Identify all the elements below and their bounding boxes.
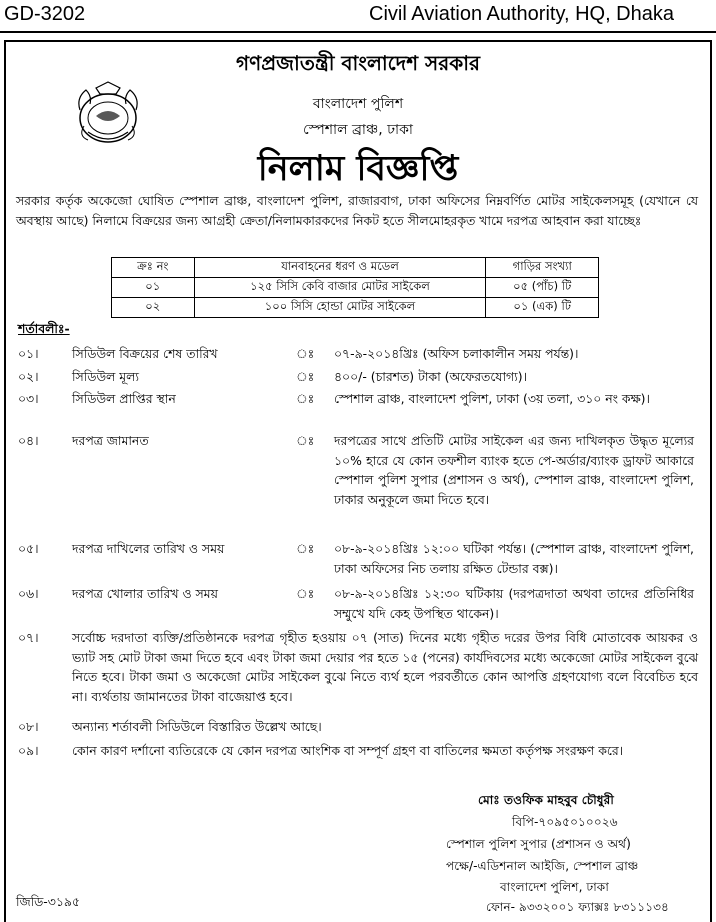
term-number: ০২। <box>18 369 39 384</box>
term-number: ০৭। <box>18 630 39 645</box>
table-header-cell: ক্রঃ নং <box>112 258 195 278</box>
term-colon: ঃ <box>296 369 315 384</box>
signatory-name: মোঃ তওফিক মাহবুব চৌধুরী <box>478 793 614 807</box>
term-label: সিডিউল বিক্রয়ের শেষ তারিখ <box>72 346 218 361</box>
table-cell: ১০০ সিসি হোন্ডা মোটর সাইকেল <box>194 298 486 318</box>
table-cell: ০২ <box>112 298 195 318</box>
term-label: দরপত্র দাখিলের তারিখ ও সময় <box>72 541 225 556</box>
branch-title: স্পেশাল ব্রাঞ্চ, ঢাকা <box>303 122 413 138</box>
signatory-phone: ফোন- ৯৩৩২০০১ ফ্যাক্সঃ ৮৩১১১৩৪ <box>486 900 669 914</box>
table-header-row <box>112 258 599 278</box>
term-value: স্পেশাল ব্রাঞ্চ, বাংলাদেশ পুলিশ, ঢাকা (৩য় তলা, ৩১০ নং কক্ষ)। <box>334 391 650 406</box>
table-cell: ১২৫ সিসি কেবি বাজার মোটর সাইকেল <box>194 278 486 298</box>
table-header-cell: যানবাহনের ধরণ ও মডেল <box>194 258 486 278</box>
table-cell: ০১ <box>112 278 195 298</box>
gd-code: GD-3202 <box>4 3 86 25</box>
signatory-on-behalf: পক্ষে/-এডিশনাল আইজি, স্পেশাল ব্রাঞ্চ <box>446 859 639 873</box>
term-number: ০১। <box>18 346 39 361</box>
signatory-id: বিপি-৭০৯৫০১০০২৬ <box>512 815 618 829</box>
government-title: গণপ্রজাতন্ত্রী বাংলাদেশ সরকার <box>236 51 480 75</box>
term-value: ৪০০/- (চারশত) টাকা (অফেরতযোগ্য)। <box>334 369 528 384</box>
term-label: দরপত্র জামানত <box>72 433 149 448</box>
intro-paragraph: সরকার কর্তৃক অকেজো ঘোষিত স্পেশাল ব্রাঞ্চ, বাংলাদেশ পুলিশ, রাজারবাগ, ঢাকা অফিসের নিম্নবর্ণিত মোটর সাইকেলসমূহ (যেখানে যে অবস্থায় আছে) নিলামে বিক্রয়ের জন্য আগ্রহী ক্রেতা/নিলামকারকদের নিকট হতে সীলমোহরকৃত খামে দরপত্র আহবান করা যাচ্ছেঃ <box>16 193 698 228</box>
term-number: ০৮। <box>18 719 39 734</box>
term-number: ০৩। <box>18 391 39 406</box>
term-text: সর্বোচ্চ দরদাতা ব্যক্তি/প্রতিষ্ঠানকে দরপত্র গৃহীত হওয়ায় ০৭ (সাত) দিনের মধ্যে গৃহীত দরের উপর বিধি মোতাবেক আয়কর ও ভ্যাট সহ মোট টাকা জমা দিতে হবে এবং টাকা জমা দেয়ার পর হতে ১৫ (পনের) কার্যদিবসের মধ্যে অকেজো মোটর সাইকেল বুঝে নিতে হবে। টাকা জমা ও অকেজো মোটর সাইকেল বুঝে নিতে ব্যর্থ হলে পরবর্তীতে কোন আপত্তি গ্রহণযোগ্য বলে বিবেচিত হবে না। ব্যর্থতায় জামানতের টাকা বাজেয়াপ্ত হবে। <box>72 630 698 704</box>
table-row <box>112 298 599 318</box>
signatory-office: বাংলাদেশ পুলিশ, ঢাকা <box>500 880 609 894</box>
terms-heading: শর্তাবলীঃ- <box>18 321 70 336</box>
term-number: ০৯। <box>18 743 39 758</box>
department-title: বাংলাদেশ পুলিশ <box>312 96 404 112</box>
term-value: ০৮-৯-২০১৪খ্রিঃ ১২:০০ ঘটিকা পর্যন্ত। (স্পেশাল ব্রাঞ্চ, বাংলাদেশ পুলিশ, ঢাকা অফিসের নিচ তলায় রক্ষিত টেন্ডার বক্স)। <box>334 541 694 576</box>
term-number: ০৬। <box>18 586 39 601</box>
term-colon: ঃ <box>296 391 315 406</box>
table-row <box>112 278 599 298</box>
term-label: সিডিউল প্রাপ্তির স্থান <box>72 391 176 406</box>
items-table <box>111 257 599 318</box>
term-label: সিডিউল মূল্য <box>72 369 139 384</box>
term-label: দরপত্র খোলার তারিখ ও সময় <box>72 586 218 601</box>
term-number: ০৪। <box>18 433 39 448</box>
signatory-designation: স্পেশাল পুলিশ সুপার (প্রশাসন ও অর্থ) <box>446 837 631 851</box>
term-colon: ঃ <box>296 586 315 601</box>
term-colon: ঃ <box>296 541 315 556</box>
notice-title: নিলাম বিজ্ঞপ্তি <box>257 149 459 189</box>
term-value: ০৮-৯-২০১৪খ্রিঃ ১২:৩০ ঘটিকায় (দরপত্রদাতা অথবা তাদের প্রতিনিধির সম্মুখে যদি কেহ উপস্থিত থাকেন)। <box>334 586 694 621</box>
term-text: অন্যান্য শর্তাবলী সিডিউলে বিস্তারিত উল্লেখ আছে। <box>72 719 322 734</box>
table-cell: ০১ (এক) টি <box>486 298 599 318</box>
term-colon: ঃ <box>296 346 315 361</box>
term-value: ০৭-৯-২০১৪খ্রিঃ (অফিস চলাকালীন সময় পর্যন্ত)। <box>334 346 579 361</box>
source-organization: Civil Aviation Authority, HQ, Dhaka <box>369 3 674 25</box>
header-rule <box>0 31 716 33</box>
table-cell: ০৫ (পাঁচ) টি <box>486 278 599 298</box>
footer-code: জিডি-৩১৯৫ <box>16 894 80 909</box>
term-text: কোন কারণ দর্শানো ব্যতিরেকে যে কোন দরপত্র আংশিক বা সম্পূর্ণ গ্রহণ বা বাতিলের ক্ষমতা কর্তৃপক্ষ সংরক্ষণ করে। <box>72 743 624 758</box>
table-header-cell: গাড়ির সংখ্যা <box>486 258 599 278</box>
term-colon: ঃ <box>296 433 315 448</box>
term-number: ০৫। <box>18 541 39 556</box>
term-value: দরপত্রের সাথে প্রতিটি মোটর সাইকেল এর জন্য দাখিলকৃত উদ্ধৃত মূল্যের ১০% হারে যে কোন তফশীল ব্যাংক হতে পে-অর্ডার/ব্যাংক ড্রাফট আকারে স্পেশাল পুলিশ সুপার (প্রশাসন ও অর্থ), স্পেশাল ব্রাঞ্চ, বাংলাদেশ পুলিশ, ঢাকার অনুকূলে জমা দিতে হবে। <box>334 433 694 507</box>
